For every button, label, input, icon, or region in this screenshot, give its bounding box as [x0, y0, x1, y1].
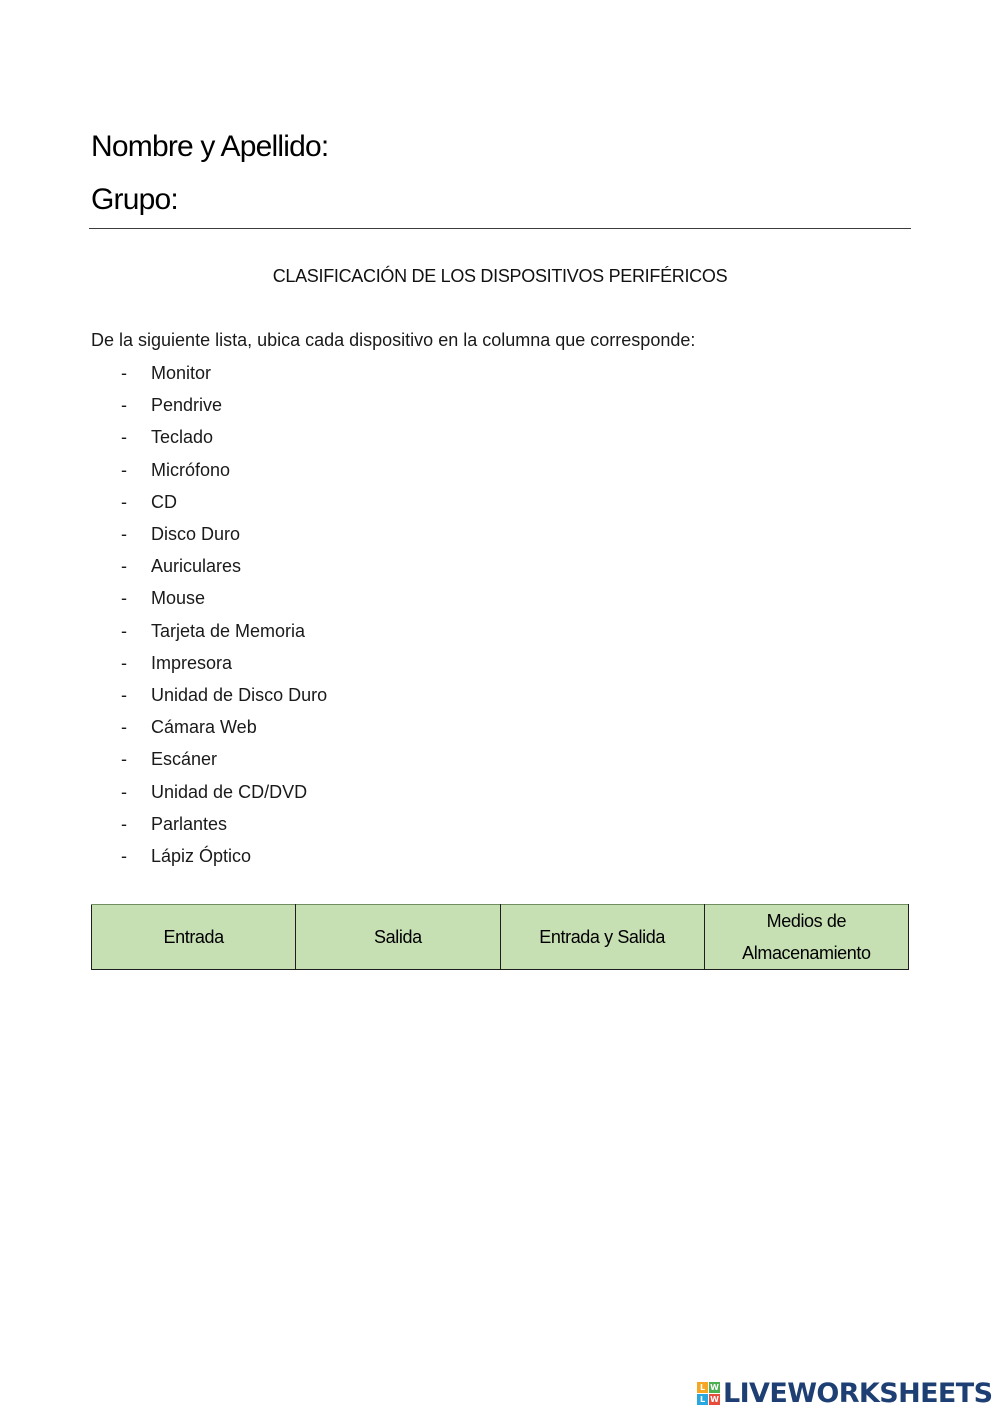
- instructions: De la siguiente lista, ubica cada dispositivo en la columna que corresponde:: [91, 330, 696, 350]
- list-item: [0, 492, 400, 522]
- logo-square: L: [697, 1382, 708, 1393]
- device-name: Unidad de CD/DVD: [151, 781, 308, 802]
- logo-square: L: [697, 1394, 708, 1405]
- list-item: [0, 395, 400, 425]
- group-label: Grupo:: [91, 183, 178, 216]
- list-item: [0, 653, 400, 683]
- list-dash: -: [121, 685, 127, 705]
- list-item: [0, 427, 400, 457]
- watermark-text: LIVEWORKSHEETS: [723, 1377, 993, 1409]
- list-item: [0, 363, 400, 393]
- device-name: Tarjeta de Memoria: [151, 620, 306, 641]
- list-item: [0, 782, 400, 812]
- list-item: [0, 621, 400, 651]
- list-item: [0, 846, 400, 876]
- list-dash: -: [121, 363, 127, 383]
- list-dash: -: [121, 459, 127, 480]
- list-item: [0, 460, 400, 490]
- device-name: Parlantes: [151, 813, 228, 834]
- device-name: Cámara Web: [151, 717, 257, 738]
- table-header-row: [92, 905, 909, 970]
- column-medios-de-almacenamiento: Medios de Almacenamiento: [704, 905, 908, 970]
- list-item: [0, 717, 400, 747]
- device-name: Teclado: [151, 427, 214, 448]
- list-dash: -: [121, 717, 127, 738]
- list-dash: -: [121, 749, 127, 770]
- list-dash: -: [121, 620, 127, 641]
- classification-table: [91, 904, 909, 970]
- device-name: Pendrive: [151, 395, 223, 416]
- column-salida: Salida: [296, 905, 500, 970]
- column-entrada: Entrada: [92, 905, 296, 970]
- device-name: Escáner: [151, 749, 218, 770]
- list-dash: -: [121, 491, 127, 512]
- worksheet-title: CLASIFICACIÓN DE LOS DISPOSITIVOS PERIFÉRICOS: [272, 266, 728, 286]
- device-name: Auriculares: [151, 556, 242, 577]
- header-divider: [89, 228, 911, 229]
- device-name: Micrófono: [151, 459, 231, 480]
- list-dash: -: [121, 524, 127, 544]
- device-name: CD: [151, 491, 177, 512]
- device-name: Lápiz Óptico: [151, 846, 252, 866]
- list-item: [0, 524, 400, 554]
- list-dash: -: [121, 813, 127, 834]
- name-label: Nombre y Apellido:: [91, 130, 329, 163]
- list-item: [0, 814, 400, 844]
- list-dash: -: [121, 588, 127, 609]
- list-dash: -: [121, 427, 127, 448]
- column-entrada-y-salida: Entrada y Salida: [500, 905, 704, 970]
- list-item: [0, 685, 400, 715]
- list-dash: -: [121, 395, 127, 416]
- device-name: Unidad de Disco Duro: [151, 685, 328, 705]
- device-name: Disco Duro: [151, 524, 241, 544]
- liveworksheets-logo-icon: [697, 1382, 720, 1405]
- list-item: [0, 749, 400, 779]
- logo-square: W: [710, 1394, 719, 1404]
- list-item: [0, 588, 400, 618]
- list-dash: -: [121, 556, 127, 577]
- list-dash: -: [121, 781, 127, 802]
- liveworksheets-watermark: [697, 1378, 992, 1408]
- device-name: Mouse: [151, 588, 206, 609]
- list-item: [0, 556, 400, 586]
- list-dash: -: [121, 846, 127, 866]
- logo-square: W: [710, 1382, 719, 1392]
- device-name: Impresora: [151, 652, 233, 673]
- device-name: Monitor: [151, 363, 212, 383]
- list-dash: -: [121, 652, 127, 673]
